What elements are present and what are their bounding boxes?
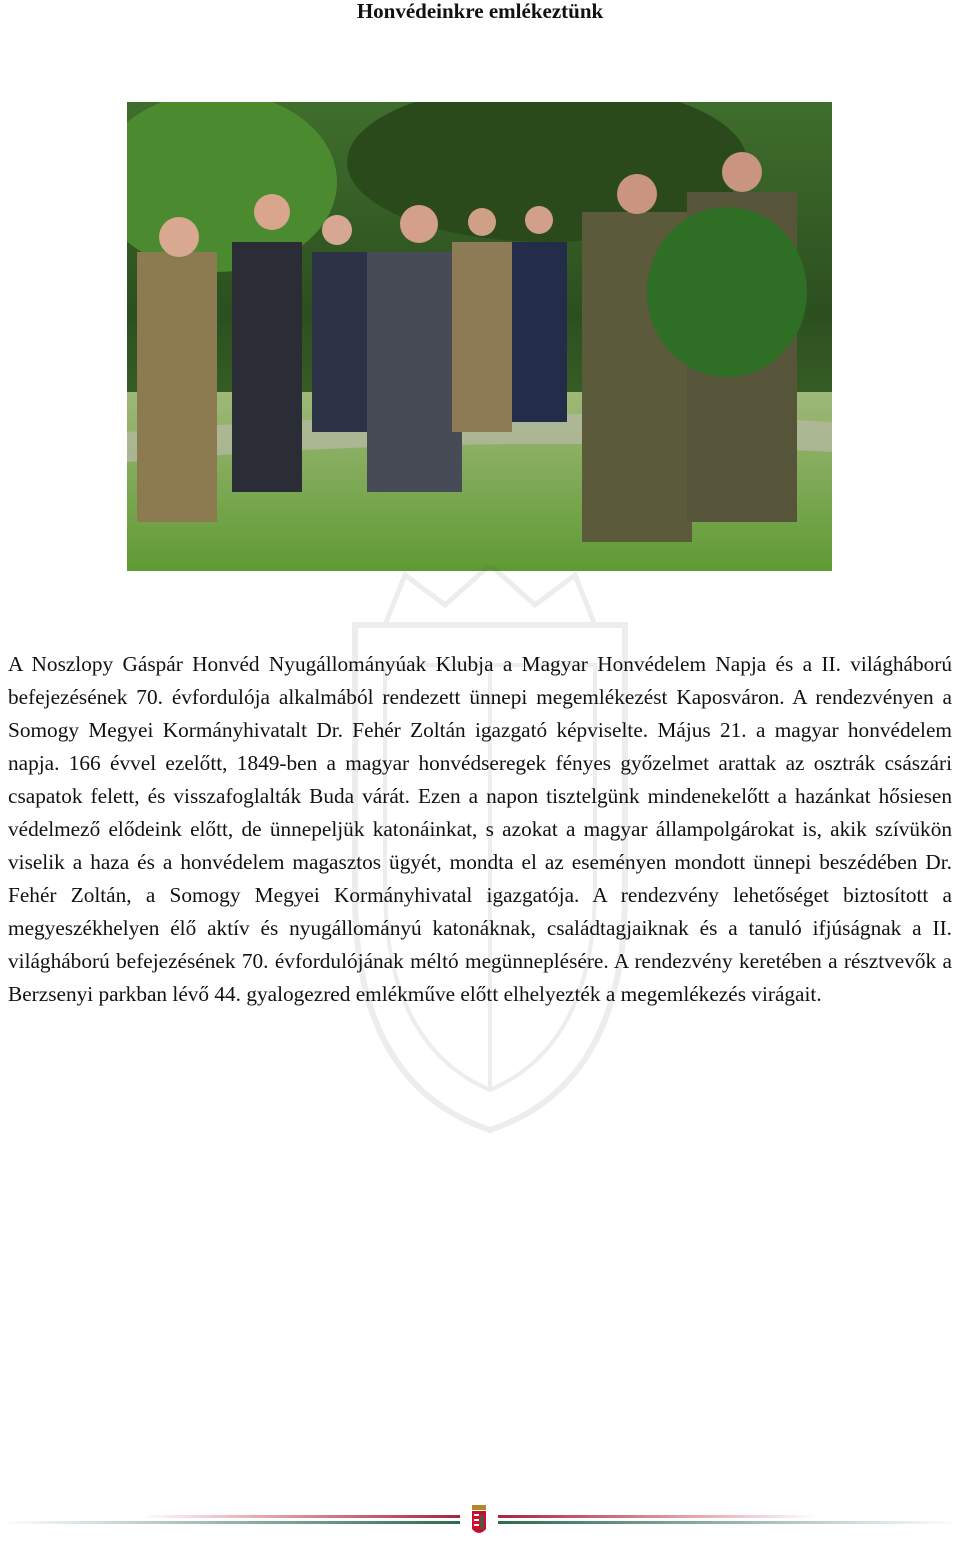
footer-ornament: [0, 1495, 960, 1545]
hungarian-coat-of-arms-icon: [472, 1505, 486, 1533]
page-title: Honvédeinkre emlékeztünk: [356, 0, 604, 23]
ceremony-photo: [127, 102, 832, 571]
article-body: A Noszlopy Gáspár Honvéd Nyugállományúak Klubja a Magyar Honvédelem Napja és a II. világháború befejezésének 70. évfordulója alkalmából rendezett ünnepi megemlékezést Kaposváron. A rendezvényen a Somogy Megyei Kormányhivatalt Dr. Fehér Zoltán igazgató képviselte. Május 21. a magyar honvédelem napja. 166 évvel ezelőtt, 1849-ben a magyar honvédseregek fényes győzelmet arattak az osztrák császári csapatok felett, és visszafoglalták Buda várát. Ezen a napon tisztelgünk mindenekelőtt a hazánkat hősiesen védelmező elődeink előtt, de ünnepeljük katonáinkat, s azokat a magyar állampolgárokat is, akik szívükön viselik a haza és a honvédelem magasztos ügyét, mondta el az eseményen mondott ünnepi beszédében Dr. Fehér Zoltán, a Somogy Megyei Kormányhivatal igazgatója. A rendezvény lehetőséget biztosított a megyeszékhelyen élő aktív és nyugállományú katonáknak, családtagjaiknak és a tanuló ifjúságnak a II. világháború befejezésének 70. évfordulójának méltó megünneplésére. A rendezvény keretében a résztvevők a Berzsenyi parkban lévő 44. gyalogezred emlékműve előtt elhelyezték a megemlékezés virágait.: [8, 652, 952, 1006]
